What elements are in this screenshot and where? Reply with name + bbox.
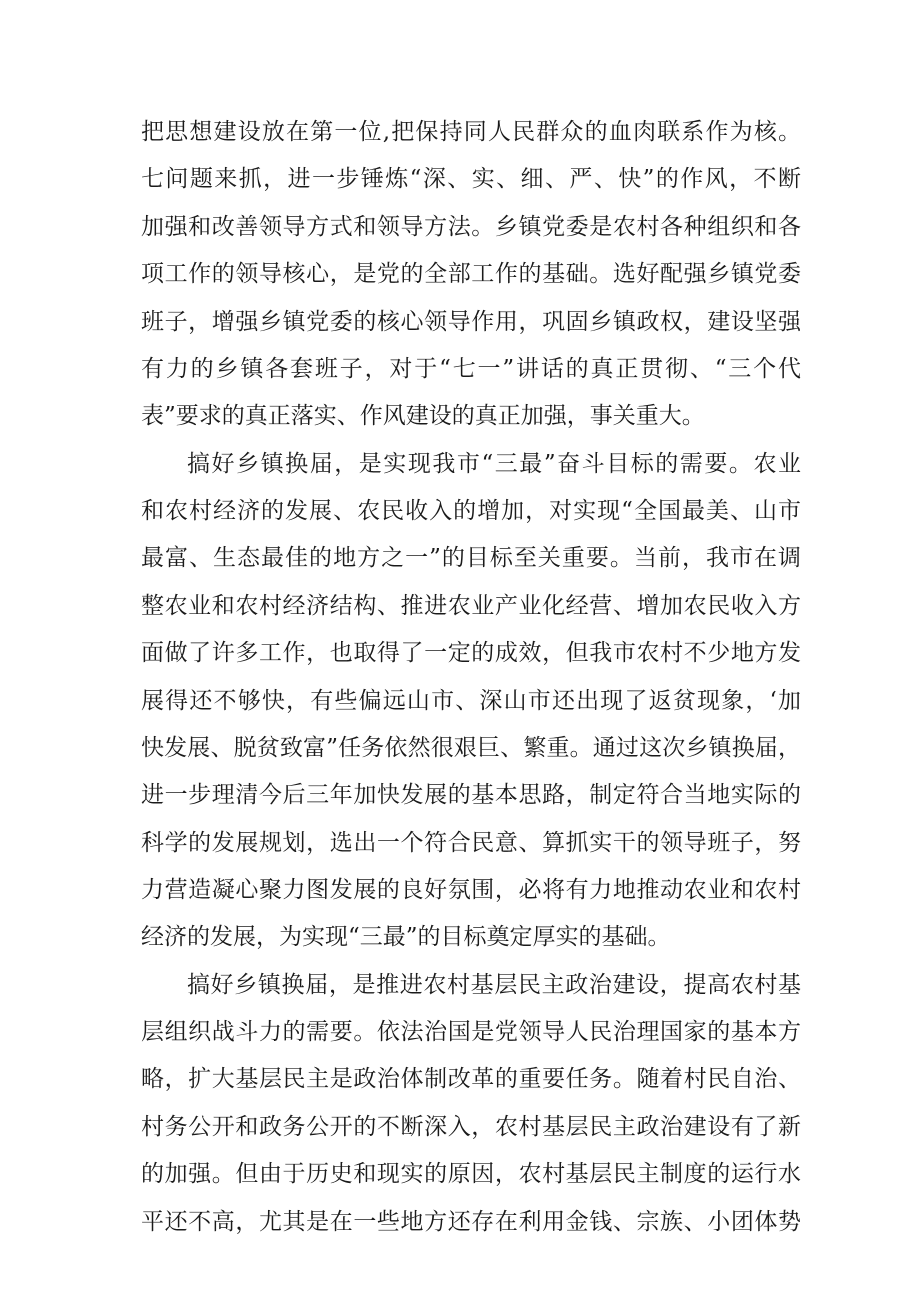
text-line: 快发展、脱贫致富”任务依然很艰巨、繁重。通过这次乡镇换届，	[141, 735, 801, 761]
text-line: 经济的发展，为实现“三最”的目标奠定厚实的基础。	[141, 924, 671, 950]
text-line: 项工作的领导核心，是党的全部工作的基础。选好配强乡镇党委	[141, 261, 801, 287]
text-line: 的加强。但由于历史和现实的原因，农村基层民主制度的运行水	[141, 1161, 801, 1187]
text-line: 层组织战斗力的需要。依法治国是党领导人民治理国家的基本方	[141, 1019, 801, 1045]
text-line: 有力的乡镇各套班子，对于“七一”讲话的真正贯彻、“三个代	[141, 356, 801, 382]
text-line: 科学的发展规划，选出一个符合民意、算抓实干的领导班子，努	[141, 830, 801, 856]
text-line: 村务公开和政务公开的不断深入，农村基层民主政治建设有了新	[141, 1114, 801, 1140]
text-line: 和农村经济的发展、农民收入的增加，对实现“全国最美、山市	[141, 498, 801, 524]
text-line: 平还不高，尤其是在一些地方还存在利用金钱、宗族、小团体势	[141, 1209, 801, 1235]
paragraph-first-line: 搞好乡镇换届，是实现我市“三最”奋斗目标的需要。农业	[187, 451, 801, 477]
text-line: 七问题来抓，进一步锤炼“深、实、细、严、快”的作风，不断	[141, 166, 801, 192]
text-line: 加强和改善领导方式和领导方法。乡镇党委是农村各种组织和各	[141, 214, 801, 240]
paragraph-first-line: 搞好乡镇换届，是推进农村基层民主政治建设，提高农村基	[187, 972, 801, 998]
text-line: 展得还不够快，有些偏远山市、深山市还出现了返贫现象，‘加	[141, 688, 801, 714]
text-line: 略，扩大基层民主是政治体制改革的重要任务。随着村民自治、	[141, 1066, 801, 1092]
text-line: 整农业和农村经济结构、推进农业产业化经营、增加农民收入方	[141, 593, 801, 619]
text-line: 面做了许多工作，也取得了一定的成效，但我市农村不少地方发	[141, 640, 801, 666]
text-line: 把思想建设放在第一位,把保持同人民群众的血肉联系作为核。	[141, 119, 801, 145]
text-line: 表”要求的真正落实、作风建设的真正加强，事关重大。	[141, 403, 705, 429]
text-line: 进一步理清今后三年加快发展的基本思路，制定符合当地实际的	[141, 782, 801, 808]
text-line: 力营造凝心聚力图发展的良好氛围，必将有力地推动农业和农村	[141, 877, 801, 903]
text-line: 最富、生态最佳的地方之一”的目标至关重要。当前，我市在调	[141, 545, 801, 571]
text-line: 班子，增强乡镇党委的核心领导作用，巩固乡镇政权，建设坚强	[141, 309, 801, 335]
